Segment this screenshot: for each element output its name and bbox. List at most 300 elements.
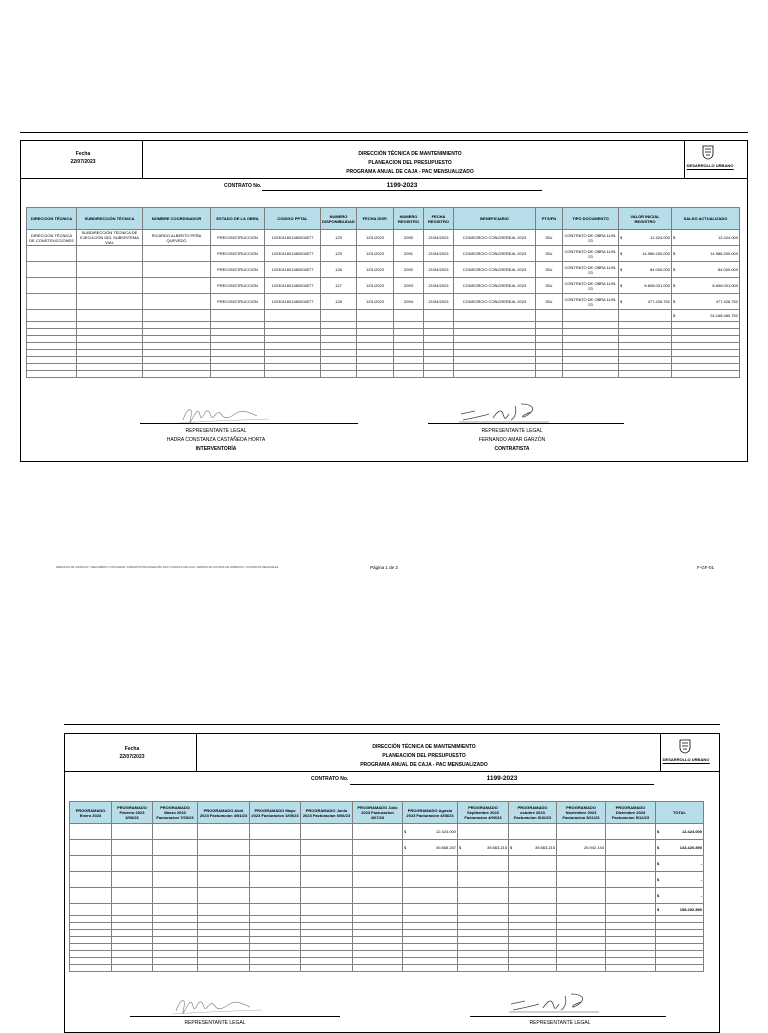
cell-reg: 2091 (394, 246, 424, 262)
value: 477.426.752 (647, 299, 670, 304)
empty-cell (321, 371, 357, 378)
top-rule (20, 132, 748, 133)
empty-cell (77, 246, 143, 262)
empty-cell (509, 937, 557, 944)
blank-row (27, 322, 740, 329)
empty-cell (619, 310, 672, 322)
empty-cell (153, 856, 198, 872)
blank-row (27, 357, 740, 364)
col-header: SUBDIRECCIÓN TÉCNICA (77, 208, 143, 230)
empty-cell (153, 916, 198, 923)
empty-cell (536, 336, 563, 343)
blank-row (70, 937, 704, 944)
sig-left-org: INTERVENTORÍA (195, 446, 237, 452)
empty-cell (563, 336, 619, 343)
empty-cell (357, 364, 394, 371)
empty-cell (353, 937, 403, 944)
currency: $ (673, 299, 676, 304)
empty-cell (656, 916, 704, 923)
empty-cell (265, 364, 321, 371)
empty-cell (563, 329, 619, 336)
cell-pts: IDU (536, 278, 563, 294)
empty-cell (606, 958, 656, 965)
empty-cell (301, 944, 353, 951)
empty-cell (394, 371, 424, 378)
empty-cell (77, 357, 143, 364)
empty-cell (265, 336, 321, 343)
cell-tipo: CONTRATO DE OBRA 1199-23 (563, 230, 619, 246)
empty-cell (198, 856, 250, 872)
empty-cell (557, 958, 606, 965)
empty-cell (77, 262, 143, 278)
cell-codigo: 1023011601480000077 (265, 262, 321, 278)
empty-cell (563, 350, 619, 357)
cell-total (656, 856, 704, 872)
value: 39.868.287 (435, 845, 456, 850)
empty-cell (70, 923, 112, 930)
cell-reg: 2092 (394, 262, 424, 278)
empty-cell (454, 322, 536, 329)
empty-cell (656, 930, 704, 937)
empty-cell (606, 951, 656, 958)
cell-agosto (403, 824, 458, 840)
empty-cell (198, 888, 250, 904)
empty-cell (403, 937, 458, 944)
currency: $ (620, 283, 623, 288)
sig-right-org: CONTRATISTA (494, 446, 530, 452)
cell-agosto (403, 840, 458, 856)
empty-cell (198, 937, 250, 944)
empty-cell (424, 343, 454, 350)
cell-benef: CONSORCIO CONCREREAL 2023 (454, 246, 536, 262)
empty-cell (321, 364, 357, 371)
signature-line-left (140, 423, 358, 424)
empty-cell (301, 888, 353, 904)
empty-cell (536, 371, 563, 378)
empty-cell (606, 916, 656, 923)
empty-cell (458, 958, 509, 965)
col-header: PROGRAMADO Septiembre 2023 Facturacion 4/09/23 (458, 802, 509, 824)
title-planeacion: PLANEACION DEL PRESUPUESTO (368, 160, 452, 166)
monthly-table (69, 801, 704, 972)
empty-cell (403, 951, 458, 958)
currency: $ (673, 283, 676, 288)
empty-cell (112, 923, 153, 930)
logo-text: DESARROLLO URBANO (662, 757, 710, 762)
empty-cell (536, 322, 563, 329)
empty-cell (672, 364, 740, 371)
budget-table (26, 207, 740, 378)
empty-cell (70, 937, 112, 944)
sig-right-role: REPRESENTANTE LEGAL (529, 1020, 591, 1026)
empty-cell (557, 923, 606, 930)
sig-left-role: REPRESENTANTE LEGAL (184, 1020, 246, 1026)
empty-cell (143, 336, 211, 343)
empty-cell (211, 310, 265, 322)
cell-saldo (672, 294, 740, 310)
empty-cell (250, 856, 301, 872)
empty-cell (198, 944, 250, 951)
empty-cell (656, 951, 704, 958)
empty-cell (265, 357, 321, 364)
empty-cell (265, 329, 321, 336)
empty-cell (112, 937, 153, 944)
empty-cell (357, 371, 394, 378)
empty-cell (454, 371, 536, 378)
empty-cell (454, 343, 536, 350)
currency: $ (657, 877, 660, 882)
empty-cell (509, 923, 557, 930)
empty-cell (321, 343, 357, 350)
empty-cell (563, 343, 619, 350)
empty-cell (70, 951, 112, 958)
empty-cell (509, 856, 557, 872)
empty-cell (143, 343, 211, 350)
header-bottom (20, 178, 748, 179)
empty-cell (112, 916, 153, 923)
cell-reg: 2090 (394, 230, 424, 246)
empty-cell (394, 357, 424, 364)
empty-cell (509, 872, 557, 888)
cell-disp: 125 (321, 246, 357, 262)
value: 14.986.200.000 (642, 251, 670, 256)
blank-row (70, 965, 704, 972)
col-header: PROGRAMADO Enero 2023 (70, 802, 112, 824)
empty-cell (606, 965, 656, 972)
col-header: NUMERO REGISTRO (394, 208, 424, 230)
empty-cell (458, 872, 509, 888)
empty-cell (509, 824, 557, 840)
empty-cell (353, 923, 403, 930)
value: 39.863.215 (534, 845, 555, 850)
cell-nov: 26.942.143 (557, 840, 606, 856)
empty-cell (250, 958, 301, 965)
top-rule (64, 724, 720, 725)
empty-cell (394, 350, 424, 357)
empty-cell (656, 937, 704, 944)
cell-codigo: 1023011601480000077 (265, 246, 321, 262)
empty-cell (321, 336, 357, 343)
empty-cell (357, 329, 394, 336)
cell-grand-total (656, 904, 704, 916)
empty-cell (77, 343, 143, 350)
blank-row (27, 364, 740, 371)
signature-left (168, 995, 268, 1017)
empty-cell (143, 329, 211, 336)
empty-cell (301, 923, 353, 930)
empty-cell (70, 916, 112, 923)
empty-cell (353, 930, 403, 937)
empty-cell (112, 840, 153, 856)
empty-cell (77, 371, 143, 378)
value: 14.986.200.000 (710, 251, 738, 256)
currency: $ (620, 251, 623, 256)
contrato-label: CONTRATO No. (311, 776, 349, 782)
empty-cell (250, 951, 301, 958)
empty-cell (619, 322, 672, 329)
col-header: PROGRAMADO Mayo 2023 Facturacion 3/05/23 (250, 802, 301, 824)
empty-cell (557, 944, 606, 951)
empty-cell (403, 944, 458, 951)
empty-cell (198, 872, 250, 888)
empty-cell (619, 329, 672, 336)
empty-cell (672, 350, 740, 357)
cell-direccion: DIRECCION TÉCNICA DE CONSTRUCCIONES (27, 230, 77, 246)
empty-cell (321, 310, 357, 322)
empty-cell (353, 904, 403, 916)
value: 12.424.000 (717, 235, 738, 240)
empty-cell (211, 357, 265, 364)
empty-cell (557, 937, 606, 944)
empty-cell (70, 965, 112, 972)
col-header: VALOR INICIAL REGISTRO (619, 208, 672, 230)
empty-cell (70, 958, 112, 965)
empty-cell (353, 958, 403, 965)
contrato-underline (350, 784, 654, 785)
empty-cell (403, 904, 458, 916)
empty-cell (301, 840, 353, 856)
empty-cell (656, 923, 704, 930)
empty-cell (509, 958, 557, 965)
cell-total (656, 888, 704, 904)
empty-cell (353, 944, 403, 951)
empty-cell (557, 965, 606, 972)
empty-cell (301, 904, 353, 916)
empty-cell (619, 350, 672, 357)
empty-cell (353, 916, 403, 923)
empty-cell (153, 904, 198, 916)
empty-cell (557, 888, 606, 904)
empty-cell (250, 965, 301, 972)
cell-estado: PRECONSTRUCCION (211, 230, 265, 246)
cell-tipo: CONTRATO DE OBRA 1199-23 (563, 294, 619, 310)
empty-cell (153, 824, 198, 840)
empty-cell (403, 958, 458, 965)
empty-cell (112, 872, 153, 888)
empty-cell (321, 350, 357, 357)
empty-cell (458, 904, 509, 916)
empty-cell (250, 923, 301, 930)
cell-pts: IDU (536, 262, 563, 278)
empty-cell (27, 350, 77, 357)
sig-right-name: FERNANDO AMAR GARZÓN (478, 437, 546, 443)
empty-cell (403, 856, 458, 872)
empty-cell (198, 916, 250, 923)
empty-cell (536, 357, 563, 364)
value: - (700, 893, 702, 898)
title-direccion: DIRECCIÓN TÉCNICA DE MANTENIMIENTO (358, 151, 462, 157)
value: 477.426.752 (715, 299, 738, 304)
table-total-row (70, 904, 704, 916)
header-divider (660, 733, 661, 771)
table-row (70, 840, 704, 856)
cell-codigo: 1023011601480000077 (265, 230, 321, 246)
empty-cell (394, 322, 424, 329)
empty-cell (153, 951, 198, 958)
empty-cell (112, 930, 153, 937)
empty-cell (458, 937, 509, 944)
empty-cell (250, 930, 301, 937)
table-header-row (70, 802, 704, 824)
empty-cell (394, 364, 424, 371)
currency: $ (620, 235, 623, 240)
empty-cell (250, 944, 301, 951)
empty-cell (301, 824, 353, 840)
cell-codigo: 1023011601480000077 (265, 294, 321, 310)
empty-cell (112, 888, 153, 904)
value: 8.608.001.000 (712, 283, 738, 288)
col-header: PROGRAMADO Agosto 2023 Facturacion 4/08/23 (403, 802, 458, 824)
empty-cell (536, 310, 563, 322)
currency: $ (673, 235, 676, 240)
empty-cell (27, 329, 77, 336)
total-value: 158.292.890 (679, 907, 702, 912)
empty-cell (509, 951, 557, 958)
empty-cell (211, 329, 265, 336)
value: 8.608.001.000 (644, 283, 670, 288)
empty-cell (557, 824, 606, 840)
empty-cell (656, 958, 704, 965)
empty-cell (198, 965, 250, 972)
empty-cell (454, 329, 536, 336)
value: 12.424.000 (649, 235, 670, 240)
empty-cell (250, 937, 301, 944)
cell-valor (619, 278, 672, 294)
cell-fdisp: 1/01/2023 (357, 262, 394, 278)
empty-cell (353, 840, 403, 856)
empty-cell (509, 904, 557, 916)
empty-cell (27, 246, 77, 262)
col-header: BENEFICIARIO (454, 208, 536, 230)
empty-cell (250, 916, 301, 923)
cell-estado: PRECONSTRUCCION (211, 278, 265, 294)
cell-benef: CONSORCIO CONCREREAL 2023 (454, 230, 536, 246)
table-row (27, 230, 740, 246)
cell-benef: CONSORCIO CONCREREAL 2023 (454, 294, 536, 310)
empty-cell (198, 958, 250, 965)
empty-cell (27, 278, 77, 294)
cell-fdisp: 1/01/2023 (357, 246, 394, 262)
empty-cell (301, 937, 353, 944)
contrato-value: 1199-2023 (386, 182, 418, 189)
empty-cell (619, 371, 672, 378)
cell-disp: 127 (321, 278, 357, 294)
cell-disp: 125 (321, 230, 357, 246)
empty-cell (458, 951, 509, 958)
table-total-row (27, 310, 740, 322)
empty-cell (321, 322, 357, 329)
empty-cell (458, 923, 509, 930)
empty-cell (619, 336, 672, 343)
empty-cell (198, 824, 250, 840)
signature-line-right (428, 423, 624, 424)
empty-cell (606, 944, 656, 951)
footer-path: DIRECCION DE CONSULTA Y SEGUIMIENTO / PROGRAMA / FORMATOS PROGRAMA AÑO 2023 / CONSULTA DE CAJA / VERSION DE CONTROL DE FORMATOS / CONTRATOS REGIONALES (56, 566, 279, 569)
empty-cell (301, 951, 353, 958)
empty-cell (143, 350, 211, 357)
cell-total (656, 824, 704, 840)
empty-cell (143, 357, 211, 364)
empty-cell (672, 329, 740, 336)
empty-cell (509, 965, 557, 972)
empty-cell (403, 965, 458, 972)
empty-cell (77, 294, 143, 310)
cell-oct (509, 840, 557, 856)
empty-cell (357, 357, 394, 364)
empty-cell (563, 371, 619, 378)
empty-cell (301, 965, 353, 972)
empty-cell (536, 364, 563, 371)
empty-cell (143, 322, 211, 329)
empty-cell (672, 343, 740, 350)
currency: $ (673, 251, 676, 256)
empty-cell (403, 916, 458, 923)
empty-cell (672, 322, 740, 329)
currency: $ (673, 267, 676, 272)
currency: $ (404, 845, 407, 850)
col-header: CODIGO PPTAL (265, 208, 321, 230)
empty-cell (77, 278, 143, 294)
empty-cell (606, 930, 656, 937)
cell-estado: PRECONSTRUCCION (211, 294, 265, 310)
empty-cell (112, 958, 153, 965)
empty-cell (424, 322, 454, 329)
fecha-value: 22/07/2023 (119, 754, 145, 760)
empty-cell (509, 888, 557, 904)
empty-cell (143, 262, 211, 278)
empty-cell (250, 904, 301, 916)
currency: $ (657, 861, 660, 866)
empty-cell (153, 872, 198, 888)
empty-cell (77, 329, 143, 336)
table-row (70, 824, 704, 840)
cell-freg: 21/04/2023 (424, 294, 454, 310)
empty-cell (27, 322, 77, 329)
col-header: PROGRAMADO Abril 2023 Facturacion 4/04/23 (198, 802, 250, 824)
empty-cell (606, 824, 656, 840)
empty-cell (77, 310, 143, 322)
signature-line-left (130, 1016, 340, 1017)
contrato-underline (262, 190, 542, 191)
empty-cell (250, 872, 301, 888)
value: - (700, 877, 702, 882)
empty-cell (77, 322, 143, 329)
empty-cell (27, 336, 77, 343)
cell-benef: CONSORCIO CONCREREAL 2023 (454, 278, 536, 294)
col-header: SALDO ACTUALIZADO (672, 208, 740, 230)
empty-cell (112, 856, 153, 872)
empty-cell (153, 930, 198, 937)
cell-valor (619, 246, 672, 262)
value: - (700, 861, 702, 866)
empty-cell (619, 343, 672, 350)
empty-cell (27, 364, 77, 371)
empty-cell (301, 958, 353, 965)
col-header: PROGRAMADO Febrero 2023 3/06/23 (112, 802, 153, 824)
empty-cell (70, 944, 112, 951)
empty-cell (143, 278, 211, 294)
currency: $ (657, 845, 660, 850)
empty-cell (143, 310, 211, 322)
blank-row (70, 958, 704, 965)
cell-tipo: CONTRATO DE OBRA 1199-23 (563, 246, 619, 262)
value: 143.420.890 (679, 845, 702, 850)
cell-codigo: 1023011601480000077 (265, 278, 321, 294)
col-header: PROGRAMADO Marzo 2023 Facturacion 7/03/23 (153, 802, 198, 824)
empty-cell (454, 357, 536, 364)
cell-saldo (672, 262, 740, 278)
empty-cell (70, 888, 112, 904)
